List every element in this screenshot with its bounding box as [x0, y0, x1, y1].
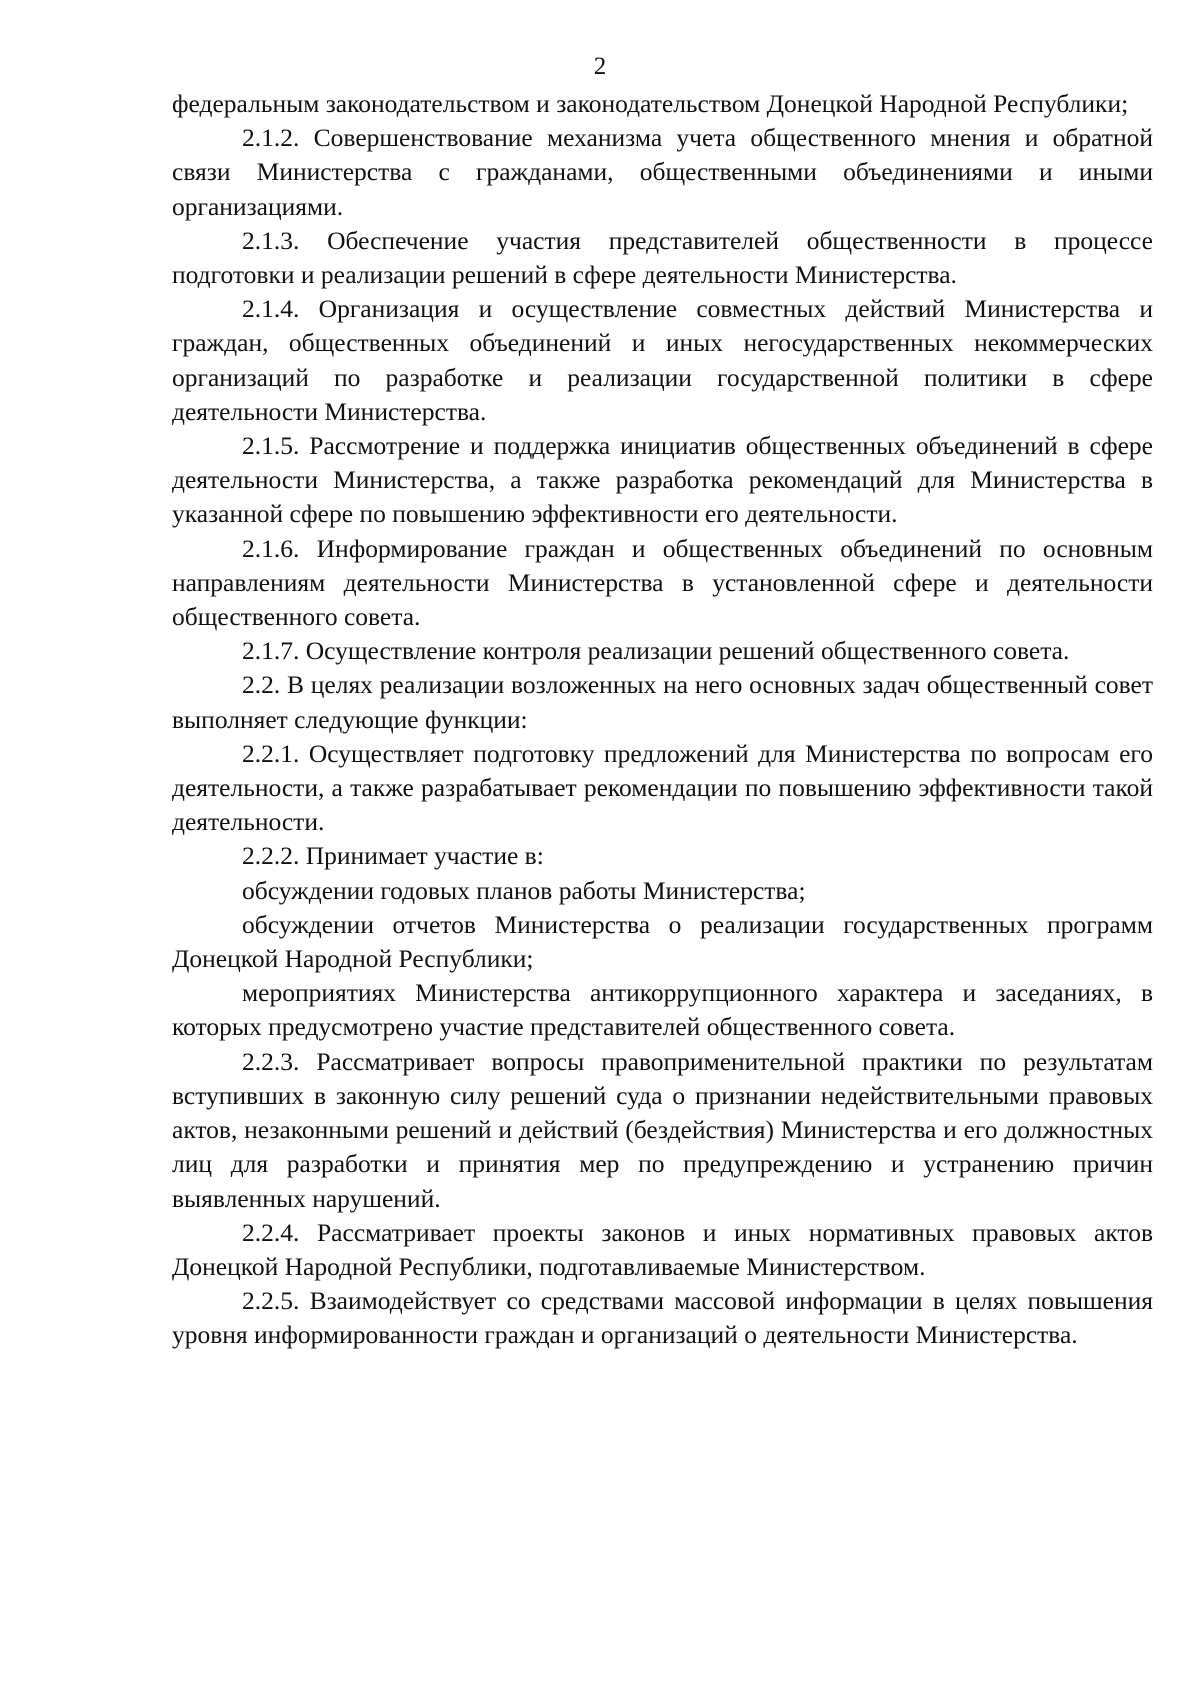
paragraph-continuation: федеральным законодательством и законодательством Донецкой Народной Республики; [172, 89, 1129, 118]
paragraph-2-2-5: 2.2.5. Взаимодействует со средствами массовой информации в целях повышения уровня информированности граждан и организаций о деятельности Министерства. [172, 1286, 1153, 1350]
paragraph-2-1-5: 2.1.5. Рассмотрение и поддержка инициатив общественных объединений в сфере деятельности Министерства, а также разработка рекомендаций для Министерства в указанной сфере по повышению эффективности его деятельности. [172, 431, 1153, 529]
paragraph-2-2: 2.2. В целях реализации возложенных на него основных задач общественный совет выполняет следующие функции: [172, 670, 1153, 734]
paragraph-2-1-7: 2.1.7. Осуществление контроля реализации решений общественного совета. [242, 636, 1070, 666]
list-item-reports: обсуждении отчетов Министерства о реализации государственных программ Донецкой Народной Республики; [172, 909, 1153, 974]
paragraph-2-2-3: 2.2.3. Рассматривает вопросы правоприменительной практики по результатам вступивших в законную силу решений суда о признании недействительными правовых актов, незаконными решений и действий (бездействия) Министерства и его должностных лиц для разработки и принятия мер по предупреждению и устранению причин выявленных нарушений. [172, 1046, 1153, 1213]
list-item-anticorruption: мероприятиях Министерства антикоррупционного характера и заседаниях, в которых предусмотрено участие представителей общественного совета. [172, 978, 1153, 1042]
paragraph-2-2-2: 2.2.2. Принимает участие в: [242, 841, 544, 871]
document-body [172, 87, 1153, 1353]
list-item-annual-plans: обсуждении годовых планов работы Министерства; [242, 875, 806, 905]
paragraph-2-2-1: 2.2.1. Осуществляет подготовку предложений для Министерства по вопросам его деятельности, а также разрабатывает рекомендации по повышению эффективности такой деятельности. [172, 738, 1153, 837]
paragraph-2-1-6: 2.1.6. Информирование граждан и общественных объединений по основным направлениям деятельности Министерства в установленной сфере и деятельности общественного совета. [172, 533, 1153, 632]
paragraph-2-1-4: 2.1.4. Организация и осуществление совместных действий Министерства и граждан, общественных объединений и иных негосударственных некоммерческих организаций по разработке и реализации государственной политики в сфере деятельности Министерства. [172, 294, 1153, 426]
paragraph-2-1-3: 2.1.3. Обеспечение участия представителей общественности в процессе подготовки и реализации решений в сфере деятельности Министерства. [172, 225, 1153, 290]
page-number: 2 [593, 53, 607, 80]
paragraph-2-1-2: 2.1.2. Совершенствование механизма учета общественного мнения и обратной связи Министерства с гражданами, общественными объединениями и иными организациями. [172, 123, 1153, 221]
paragraph-2-2-4: 2.2.4. Рассматривает проекты законов и иных нормативных правовых актов Донецкой Народной Республики, подготавливаемые Министерством. [172, 1217, 1153, 1281]
